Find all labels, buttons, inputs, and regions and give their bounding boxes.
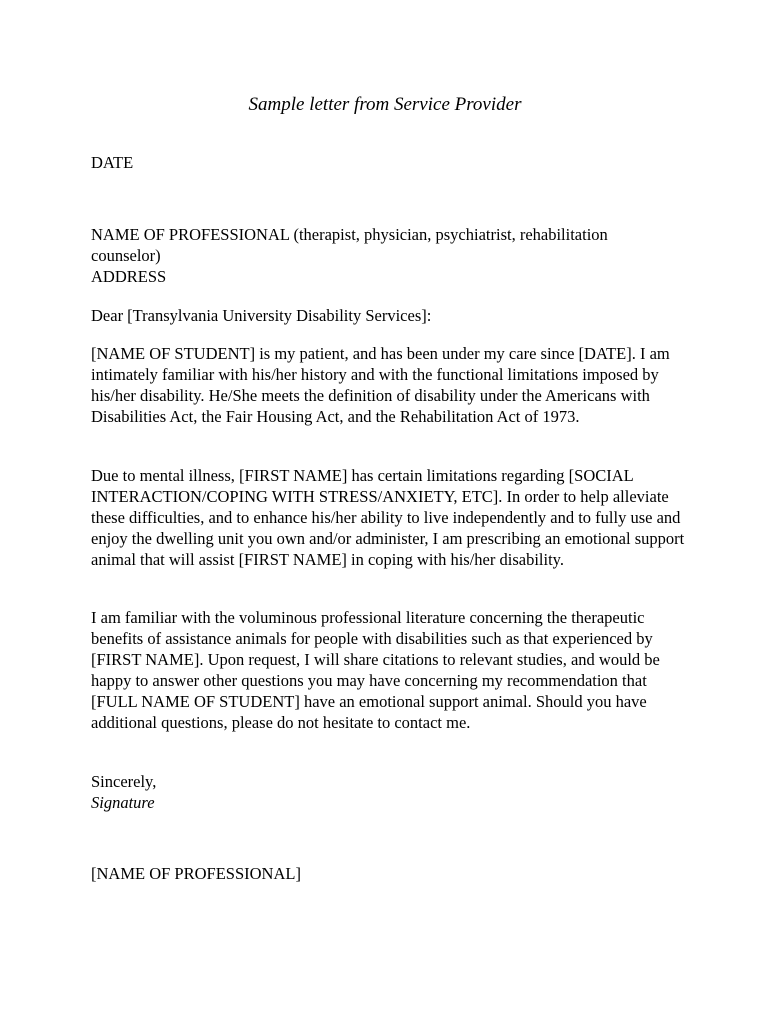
sender-name: [NAME OF PROFESSIONAL] — [91, 864, 301, 883]
body-paragraph-1: [NAME OF STUDENT] is my patient, and has been under my care since [DATE]. I am intimately familiar with his/her history and with the functional limitations imposed by his/her disability. He/She meets the definition of disability under the Americans with Disabilities Act, the Fair Housing Act, and the Rehabilitation Act of 1973. — [91, 344, 670, 426]
recipient-block — [91, 224, 691, 287]
letter-title: Sample letter from Service Provider — [248, 94, 522, 115]
body-paragraph-2: Due to mental illness, [FIRST NAME] has certain limitations regarding [SOCIAL INTERACTION/COPING WITH STRESS/ANXIETY, ETC]. In order to help alleviate these difficulties, and to enhance his/her ability to live independently and to fully use and enjoy the dwelling unit you own and/or administer, I am prescribing an emotional support animal that will assist [FIRST NAME] in coping with his/her disability. — [91, 466, 685, 569]
date-line: DATE — [91, 153, 134, 172]
body-paragraph-3: I am familiar with the voluminous professional literature concerning the therapeutic benefits of assistance animals for people with disabilities such as that experienced by [FIRST NAME]. Upon request, I will share citations to relevant studies, and would be happy to answer other questions you may have concerning my recommendation that [FULL NAME OF STUDENT] have an emotional support animal. Should you have additional questions, please do not hesitate to contact me. — [91, 608, 660, 732]
closing-block — [91, 771, 691, 813]
salutation: Dear [Transylvania University Disability Services]: — [91, 306, 432, 325]
signature: Signature — [91, 793, 155, 812]
recipient-name-line-1: NAME OF PROFESSIONAL (therapist, physician, psychiatrist, rehabilitation — [91, 225, 608, 244]
recipient-name-line-2: counselor) — [91, 246, 161, 265]
closing-line: Sincerely, — [91, 772, 157, 791]
recipient-address: ADDRESS — [91, 267, 167, 286]
